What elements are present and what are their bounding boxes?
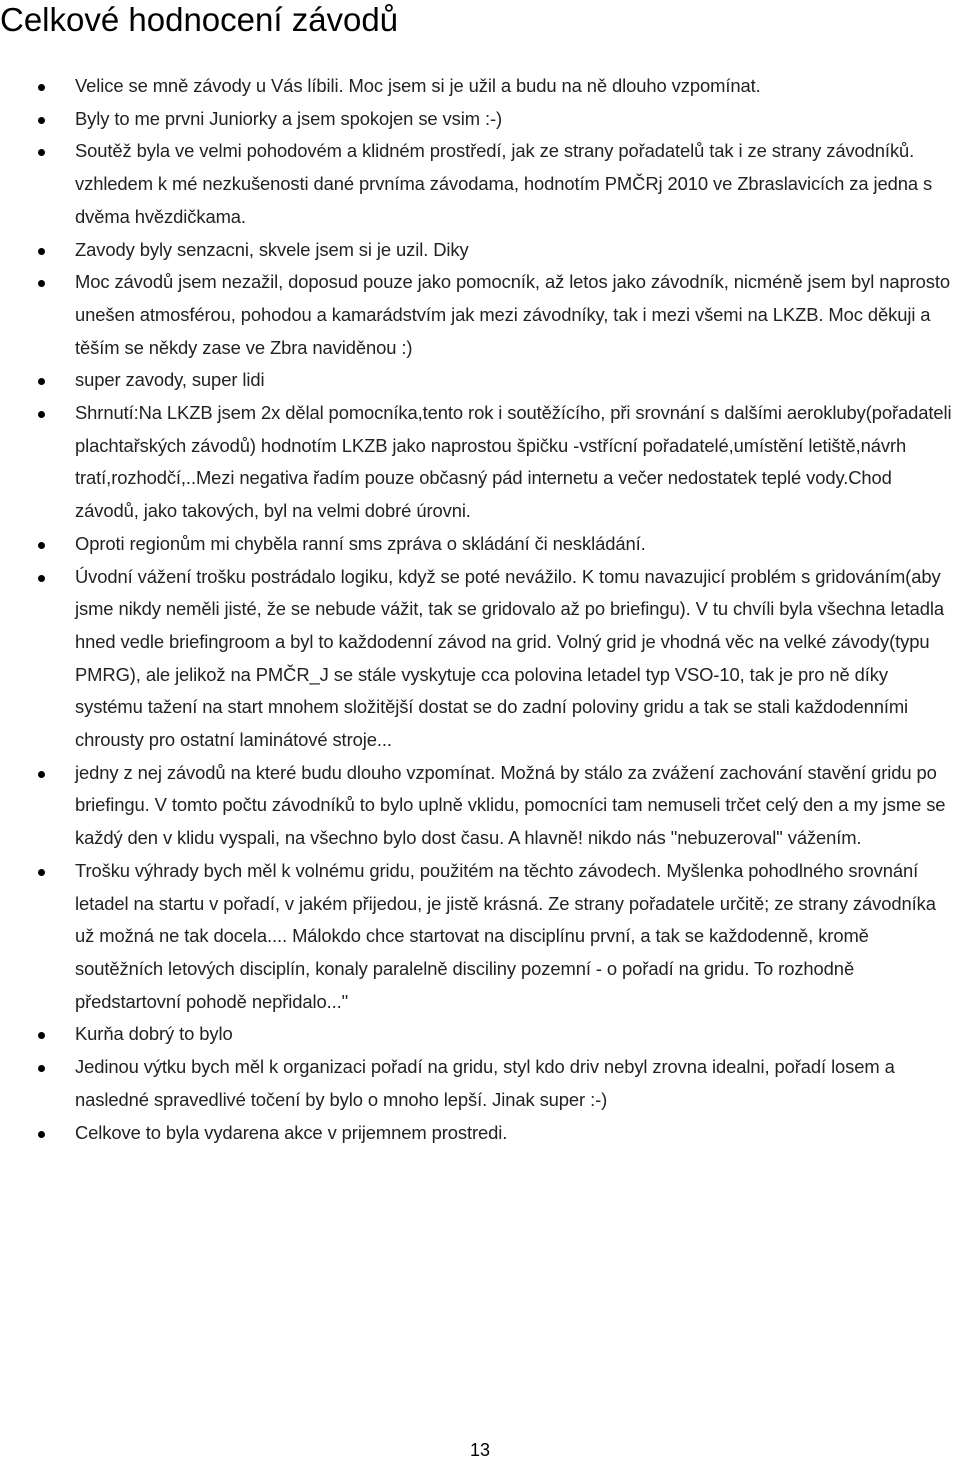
list-item-text: Shrnutí:Na LKZB jsem 2x dělal pomocníka,tento rok i soutěžícího, při srovnání s dalšími aerokluby(pořadateli plachtařských závodů) hodnotím LKZB jako naprostou špičku -vstřícní pořadatelé,umístění letiště,návrh tratí,rozhodčí,..Mezi negativa řadím pouze občasný pád internetu a večer nedostatek teplé vody.Chod závodů, jako takových, byl na velmi dobré úrovni. [75, 402, 952, 522]
bullet-icon [38, 117, 45, 124]
list-item-text: Kurňa dobrý to bylo [75, 1023, 233, 1045]
bullet-icon [38, 84, 45, 91]
list-item [0, 1117, 960, 1150]
list-item-text: Byly to me prvni Juniorky a jsem spokojen se vsim :-) [75, 107, 503, 129]
list-item [0, 364, 960, 397]
list-item [0, 266, 960, 364]
list-item [0, 1018, 960, 1051]
bullet-icon [38, 1065, 45, 1072]
list-item [0, 103, 960, 136]
bullet-icon [38, 248, 45, 255]
bullet-icon [38, 1131, 45, 1138]
list-item-text: Jedinou výtku bych měl k organizaci pořadí na gridu, styl kdo driv nebyl zrovna idealni, pořadí losem a nasledné spravedlivé točení by bylo o mnoho lepší. Jinak super :-) [75, 1056, 895, 1110]
list-item [0, 234, 960, 267]
list-item [0, 855, 960, 1019]
bullet-icon [38, 542, 45, 549]
list-item [0, 757, 960, 855]
list-item [0, 70, 960, 103]
page-title: Celkové hodnocení závodů [0, 1, 399, 38]
list-item-text: Zavody byly senzacni, skvele jsem si je uzil. Diky [75, 238, 469, 260]
list-item-text: Oproti regionům mi chyběla ranní sms zpráva o skládání či neskládání. [75, 532, 646, 554]
list-item-text: Velice se mně závody u Vás líbili. Moc jsem si je užil a budu na ně dlouho vzpomínat. [75, 75, 761, 96]
feedback-list [0, 70, 960, 1149]
list-item-text: Soutěž byla ve velmi pohodovém a klidném prostředí, jak ze strany pořadatelů tak i ze strany závodníků. vzhledem k mé nezkušenosti dané prvníma závodama, hodnotím PMČRj 2010 ve Zbraslavicích za jedna s dvěma hvězdičkama. [75, 140, 933, 227]
list-item [0, 561, 960, 757]
bullet-icon [38, 411, 45, 418]
list-item [0, 528, 960, 561]
bullet-icon [38, 149, 45, 156]
bullet-icon [38, 378, 45, 385]
list-item-text: Úvodní vážení trošku postrádalo logiku, když se poté nevážilo. K tomu navazujicí problém s gridováním(aby jsme nikdy neměli jisté, že se nebude vážit, tak se gridovalo až po briefingu). V tu chvíli byla všechna letadla hned vedle briefingroom a byl to každodenní závod na grid. Volný grid je vhodná věc na velké závody(typu PMRG), ale jelikož na PMČR_J se stále vyskytuje cca polovina letadel typ VSO-10, tak je pro ně díky systému tažení na start mnohem složitější dostat se do zadní poloviny gridu a tak se stali každodenními chrousty pro ostatní laminátové stroje... [75, 565, 944, 751]
page-number: 13 [469, 1440, 491, 1460]
list-item-text: super zavody, super lidi [75, 369, 265, 391]
list-item [0, 1051, 960, 1116]
bullet-icon [38, 771, 45, 778]
list-item-text: Moc závodů jsem nezažil, doposud pouze jako pomocník, až letos jako závodník, nicméně jsem byl naprosto unešen atmosférou, pohodou a kamarádstvím jak mezi závodníky, tak i mezi všemi na LKZB. Moc děkuji a těším se někdy zase ve Zbra naviděnou :) [75, 271, 950, 358]
list-item-text: Trošku výhrady bych měl k volnému gridu, použitém na těchto závodech. Myšlenka pohodlného srovnání letadel na startu v pořadí, v jakém přijedou, je jistě krásná. Ze strany pořadatele určitě; ze strany závodníka už možná ne tak docela.... Málokdo chce startovat na disciplínu první, a tak se každodenně, kromě soutěžních letových disciplín, konaly paralelně disciliny pozemní - o pořadí na gridu. To rozhodně předstartovní pohodě nepřidalo..." [75, 859, 936, 1012]
list-item-text: jedny z nej závodů na které budu dlouho vzpomínat. Možná by stálo za zvážení zachování stavění gridu po briefingu. V tomto počtu závodníků to bylo uplně vklidu, pomocníci tam nemuseli trčet celý den a my jsme se každý den v klidu vyspali, na všechno bylo dost času. A hlavně! nikdo nás "nebuzeroval" vážením. [75, 761, 946, 849]
list-item-text: Celkove to byla vydarena akce v prijemnem prostredi. [75, 1121, 508, 1143]
bullet-icon [38, 280, 45, 287]
bullet-icon [38, 869, 45, 876]
bullet-icon [38, 1032, 45, 1039]
list-item [0, 397, 960, 528]
bullet-icon [38, 575, 45, 582]
list-item [0, 135, 960, 233]
